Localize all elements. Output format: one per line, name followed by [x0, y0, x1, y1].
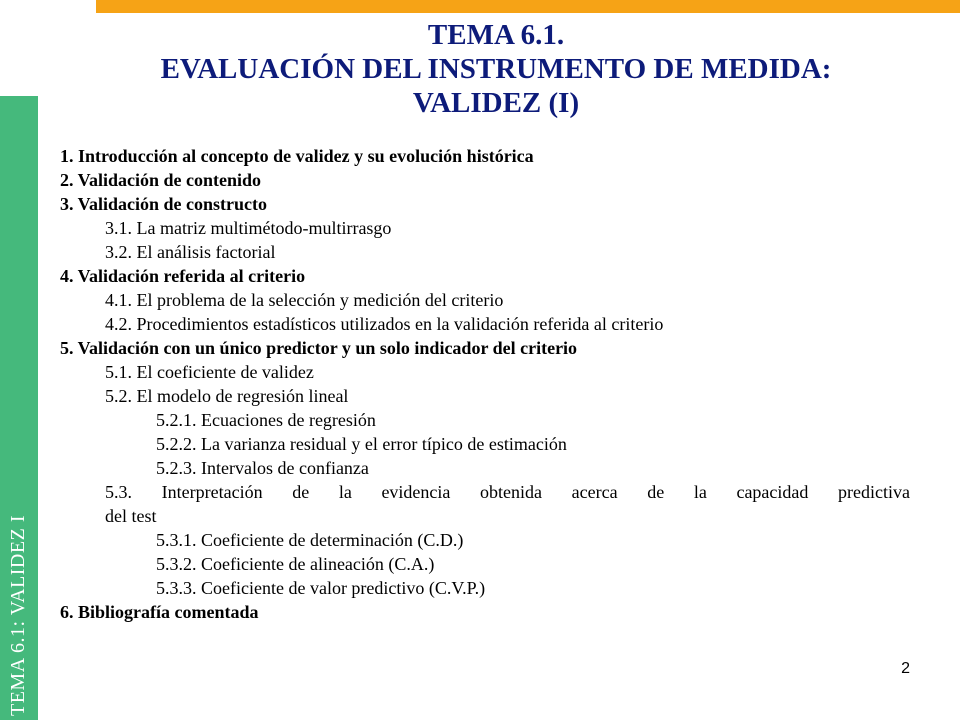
title-line-2: EVALUACIÓN DEL INSTRUMENTO DE MEDIDA: [160, 53, 832, 85]
outline-item: 4.1. El problema de la selección y medición del criterio [105, 290, 504, 310]
outline-item: 5.2.1. Ecuaciones de regresión [156, 410, 376, 430]
outline-item: 4.2. Procedimientos estadísticos utilizados en la validación referida al criterio [105, 314, 664, 334]
side-label: TEMA 6.1: VALIDEZ I [7, 515, 29, 716]
outline-item: 1. Introducción al concepto de validez y su evolución histórica [60, 146, 534, 166]
top-accent-bar [96, 0, 960, 13]
outline-item: 5.3.1. Coeficiente de determinación (C.D.) [156, 530, 464, 550]
outline-item: 5.3. Interpretación de la evidencia obtenida acerca de la capacidad predictiva [105, 482, 910, 502]
title-line-3: VALIDEZ (I) [412, 87, 580, 119]
topic-outline [60, 144, 910, 624]
page-number: 2 [901, 660, 910, 677]
outline-item: 4. Validación referida al criterio [60, 266, 306, 286]
outline-item: 5.3.3. Coeficiente de valor predictivo (C.V.P.) [156, 578, 486, 598]
outline-item: 3. Validación de constructo [60, 194, 268, 214]
outline-item: 5. Validación con un único predictor y un solo indicador del criterio [60, 338, 578, 358]
outline-item: 2. Validación de contenido [60, 170, 262, 190]
outline-item: 5.3.2. Coeficiente de alineación (C.A.) [156, 554, 435, 574]
outline-item: 5.1. El coeficiente de validez [105, 362, 314, 382]
outline-item: 5.2.3. Intervalos de confianza [156, 458, 369, 478]
title-line-1: TEMA 6.1. [427, 19, 565, 51]
slide-title [96, 18, 896, 120]
outline-item: 5.2.2. La varianza residual y el error típico de estimación [156, 434, 567, 454]
outline-item: 3.2. El análisis factorial [105, 242, 276, 262]
outline-item: 3.1. La matriz multimétodo-multirrasgo [105, 218, 392, 238]
outline-item: 5.2. El modelo de regresión lineal [105, 386, 349, 406]
outline-item: 6. Bibliografía comentada [60, 602, 259, 622]
outline-item: del test [105, 506, 157, 526]
